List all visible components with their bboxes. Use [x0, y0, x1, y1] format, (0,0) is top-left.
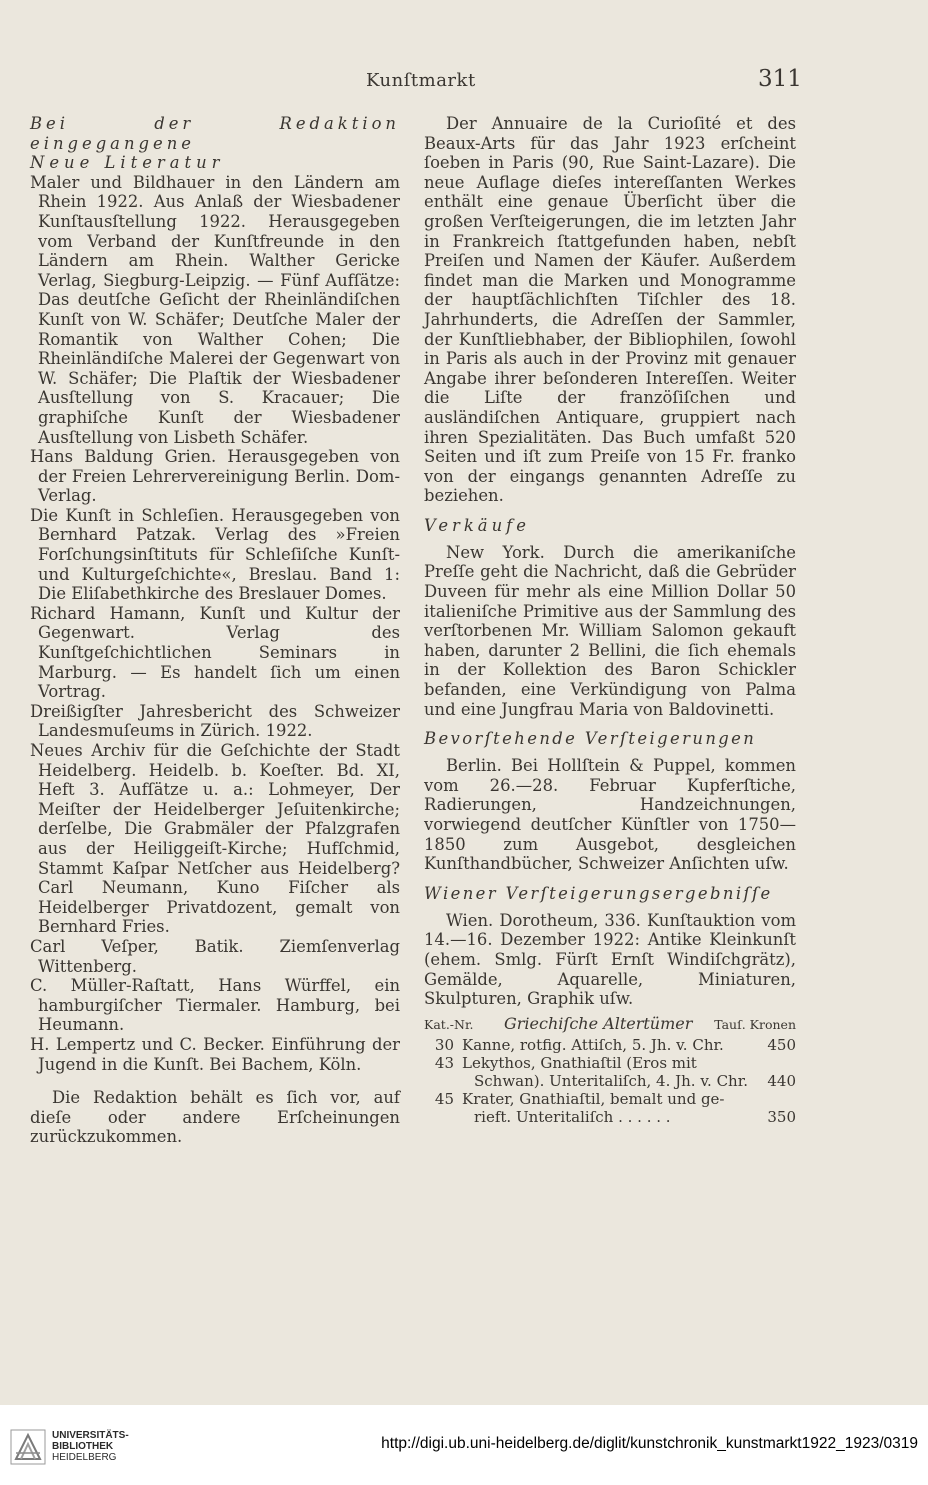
- library-seal-icon: [10, 1429, 46, 1465]
- editorial-note: Die Redaktion behält es ſich vor, auf dieſe oder andere Erſcheinungen zurückzukommen.: [30, 1088, 400, 1147]
- row-nr: 45: [434, 1089, 454, 1108]
- row-nr: 43: [434, 1053, 454, 1072]
- row-price: 440: [767, 1071, 796, 1090]
- logo-line: BIBLIOTHEK: [52, 1441, 114, 1452]
- literature-entry: C. Müller-Raſtatt, Hans Würffel, ein hamburgiſcher Tiermaler. Hamburg, bei Heumann.: [30, 976, 400, 1035]
- row-nr: 30: [434, 1035, 454, 1054]
- wiener-paragraph: Wien. Dorotheum, 336. Kunſtauktion vom 14.—16. Dezember 1922: Antike Kleinkunſt (ehem. Smlg. Fürſt Ernſt Windiſchgrätz), Gemälde, Aquarelle, Miniaturen, Skulpturen, Graphik uſw.: [424, 910, 796, 1009]
- table-row: [424, 1036, 796, 1054]
- running-head-title: Kunſtmarkt: [366, 70, 476, 91]
- table-row: [424, 1054, 796, 1090]
- permalink-url[interactable]: http://digi.ub.uni-heidelberg.de/diglit/kunstchronik_kunstmarkt1922_1923/0319: [381, 1435, 918, 1452]
- row-price: 450: [767, 1035, 796, 1054]
- verkaeufe-heading: Verkäufe: [424, 515, 530, 535]
- bevorstehende-heading: Bevorſtehende Verſteigerungen: [424, 729, 757, 749]
- literature-entry: Maler und Bildhauer in den Ländern am Rhein 1922. Aus Anlaß der Wiesbadener Kunſtausſtellung 1922. Herausgegeben vom Verband der Kunſtfreunde in den Ländern am Rhein. Walther Gericke Verlag, Siegburg-Leipzig. — Fünf Aufſätze: Das deutſche Geſicht der Rheinländiſchen Kunſt von W. Schäfer; Deutſche Maler der Romantik von Walther Cohen; Die Rheinländiſche Malerei der Gegenwart von W. Schäfer; Die Plaſtik der Wiesbadener Ausſtellung von S. Kracauer; Die graphiſche Kunſt der Wiesbadener Ausſtellung von Lisbeth Schäfer.: [30, 172, 400, 447]
- page-number: 311: [758, 66, 802, 92]
- table-header: [424, 1015, 796, 1034]
- table-header-nr: Kat.-Nr.: [424, 1016, 474, 1032]
- literature-entry: Hans Baldung Grien. Herausgegeben von der Freien Lehrervereinigung Berlin. Dom-Verlag.: [30, 447, 400, 506]
- row-desc: [462, 1090, 754, 1126]
- literature-entry: Dreißigſter Jahresbericht des Schweizer Landesmuſeums in Zürich. 1922.: [30, 701, 400, 741]
- wiener-heading: Wiener Verſteigerungsergebniſſe: [424, 883, 773, 903]
- library-logo-text: [52, 1430, 129, 1463]
- annuaire-paragraph: Der Annuaire de la Curioſité et des Beaux-Arts für das Jahr 1923 erſcheint ſoeben in Paris (90, Rue Saint-Lazare). Die neue Auflage dieſes intereſſanten Werkes enthält eine genaue Überſicht über die großen Verſteigerungen, die im letzten Jahr in Frankreich ſtattgefunden haben, nebſt Preiſen und Namen der Käufer. Außerdem findet man die Marken und Monogramme der hauptſächlichſten Tiſchler des 18. Jahrhunderts, die Adreſſen der Sammler, der Kunſtliebhaber, der Bibliophilen, ſowohl in Paris als auch in der Provinz mit genauer Angabe ihrer beſonderen Intereſſen. Weiter die Liſte der franzöſiſchen und ausländiſchen Antiquare, gruppiert nach ihren Spezialitäten. Das Buch umfaßt 520 Seiten und iſt zum Preiſe von 15 Fr. franko von der eingangs genannten Adreſſe zu beziehen.: [424, 114, 796, 506]
- table-row: [424, 1090, 796, 1126]
- row-desc: [462, 1054, 754, 1090]
- row-desc-continuation: Schwan). Unteritaliſch, 4. Jh. v. Chr.: [474, 1071, 749, 1090]
- row-desc-text: Lekythos, Gnathiaſtil (Eros mit: [462, 1053, 697, 1072]
- literature-entry: H. Lempertz und C. Becker. Einführung der Jugend in die Kunſt. Bei Bachem, Köln.: [30, 1034, 400, 1074]
- right-column: [424, 114, 796, 1126]
- literature-entry: Richard Hamann, Kunſt und Kultur der Gegenwart. Verlag des Kunſtgeſchichtlichen Seminars in Marburg. — Es handelt ſich um einen Vortrag.: [30, 603, 400, 702]
- row-desc-continuation: rieft. Unteritaliſch . . . . . .: [474, 1107, 671, 1126]
- literature-heading: Bei der Redaktion eingegangene: [30, 114, 400, 153]
- literature-entry: Die Kunſt in Schleſien. Herausgegeben von Bernhard Patzak. Verlag des »Freien Forſchungsinſtituts für Schleſiſche Kunſt- und Kulturgeſchichte«, Breslau. Band 1: Die Eliſabethkirche des Breslauer Domes.: [30, 505, 400, 604]
- left-column: [30, 114, 400, 1147]
- logo-line: HEIDELBERG: [52, 1452, 117, 1463]
- bevorstehende-paragraph: Berlin. Bei Hollſtein & Puppel, kommen vom 26.—28. Februar Kupferſtiche, Radierungen, Handzeichnungen, vorwiegend deutſcher Künſtler von 1750—1850 zum Ausgebot, desgleichen Kunſthandbücher, Schweizer Anſichten uſw.: [424, 756, 796, 874]
- verkaeufe-paragraph: New York. Durch die amerikaniſche Preſſe geht die Nachricht, daß die Gebrüder Duveen für mehr als eine Million Dollar 50 italieniſche Primitive aus der Sammlung des verſtorbenen Mr. William Salomon gekauft haben, darunter 2 Bellini, die ſich ehemals in der Kollektion des Baron Schickler befanden, eine Verkündigung von Palma und eine Jungfrau Maria von Baldovinetti.: [424, 542, 796, 719]
- literature-entry: Neues Archiv für die Geſchichte der Stadt Heidelberg. Heidelb. b. Koeſter. Bd. XI, Heft 3. Aufſätze u. a.: Lohmeyer, Der Meiſter der Heidelberger Jeſuitenkirche; derſelbe, Die Grabmäler der Pfalzgrafen aus der Heiliggeiſt-Kirche; Hufſchmid, Stammt Kaſpar Netſcher aus Heidelberg? Carl Neumann, Kuno Fiſcher als Heidelberger Privatdozent, gemalt von Bernhard Fries.: [30, 741, 400, 937]
- table-header-price: Tauſ. Kronen: [714, 1016, 796, 1032]
- logo-line: UNIVERSITÄTS-: [52, 1430, 129, 1441]
- table-header-category: Griechiſche Altertümer: [504, 1013, 693, 1033]
- row-desc-text: Krater, Gnathiaſtil, bemalt und ge-: [462, 1089, 725, 1108]
- row-desc: [462, 1036, 754, 1054]
- auction-results-table: [424, 1015, 796, 1126]
- viewer-footer: [0, 1405, 928, 1485]
- literature-subheading: Neue Literatur: [30, 153, 225, 173]
- row-price: 350: [767, 1107, 796, 1126]
- running-head: [0, 66, 928, 96]
- row-desc-text: Kanne, rotfig. Attiſch, 5. Jh. v. Chr.: [462, 1035, 724, 1054]
- literature-entry: Carl Veſper, Batik. Ziemſenverlag Wittenberg.: [30, 936, 400, 976]
